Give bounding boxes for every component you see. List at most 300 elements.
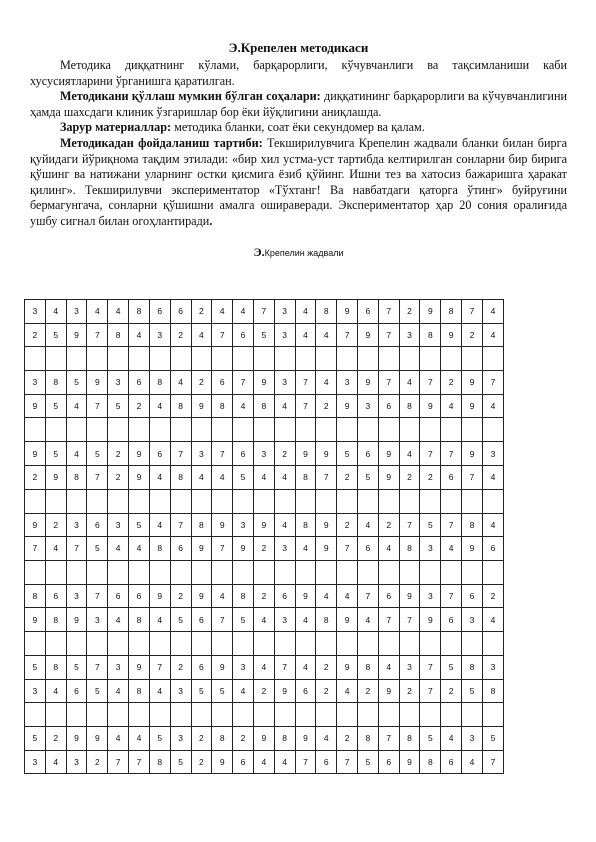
number-cell: 7	[212, 537, 233, 561]
answer-cell[interactable]	[149, 560, 170, 584]
number-cell: 6	[66, 679, 87, 703]
answer-cell[interactable]	[378, 489, 399, 513]
answer-cell[interactable]	[441, 703, 462, 727]
answer-cell[interactable]	[108, 560, 129, 584]
answer-cell[interactable]	[170, 418, 191, 442]
number-cell: 2	[399, 465, 420, 489]
number-cell: 7	[378, 300, 399, 324]
answer-cell[interactable]	[441, 489, 462, 513]
number-cell: 2	[420, 465, 441, 489]
answer-cell[interactable]	[253, 489, 274, 513]
answer-cell[interactable]	[233, 418, 254, 442]
number-cell: 8	[66, 465, 87, 489]
number-cell: 4	[441, 394, 462, 418]
answer-cell[interactable]	[274, 418, 295, 442]
answer-cell[interactable]	[295, 418, 316, 442]
number-cell: 4	[45, 300, 66, 324]
number-cell: 7	[420, 655, 441, 679]
answer-cell[interactable]	[108, 631, 129, 655]
number-cell: 7	[25, 537, 46, 561]
answer-cell[interactable]	[233, 703, 254, 727]
answer-cell[interactable]	[274, 631, 295, 655]
answer-cell[interactable]	[337, 418, 358, 442]
number-cell: 4	[316, 727, 337, 751]
number-cell: 7	[170, 513, 191, 537]
number-cell: 2	[253, 679, 274, 703]
table-row	[25, 300, 504, 324]
answer-cell[interactable]	[399, 703, 420, 727]
answer-cell[interactable]	[316, 631, 337, 655]
number-cell: 6	[316, 750, 337, 774]
answer-cell[interactable]	[482, 560, 503, 584]
answer-cell[interactable]	[170, 489, 191, 513]
number-cell: 3	[108, 655, 129, 679]
number-cell: 6	[441, 465, 462, 489]
answer-cell[interactable]	[212, 703, 233, 727]
table-caption-prefix: Э.	[253, 244, 265, 259]
number-cell: 4	[87, 300, 108, 324]
number-cell: 9	[462, 371, 483, 395]
answer-cell[interactable]	[482, 489, 503, 513]
number-cell: 9	[295, 442, 316, 466]
number-cell: 9	[378, 465, 399, 489]
answer-cell[interactable]	[212, 489, 233, 513]
answer-cell[interactable]	[25, 489, 46, 513]
number-cell: 3	[25, 371, 46, 395]
number-cell: 4	[129, 323, 150, 347]
number-cell: 8	[212, 727, 233, 751]
number-cell: 6	[378, 584, 399, 608]
answer-cell[interactable]	[212, 418, 233, 442]
answer-cell[interactable]	[129, 631, 150, 655]
number-cell: 2	[129, 394, 150, 418]
answer-cell[interactable]	[420, 560, 441, 584]
number-cell: 4	[378, 655, 399, 679]
answer-cell[interactable]	[295, 489, 316, 513]
number-cell: 5	[212, 679, 233, 703]
answer-cell[interactable]	[212, 631, 233, 655]
answer-cell[interactable]	[108, 347, 129, 371]
answer-cell[interactable]	[66, 703, 87, 727]
number-cell: 7	[337, 323, 358, 347]
number-cell: 8	[170, 394, 191, 418]
number-cell: 3	[108, 513, 129, 537]
answer-cell[interactable]	[482, 703, 503, 727]
answer-cell[interactable]	[87, 418, 108, 442]
number-cell: 3	[420, 537, 441, 561]
answer-cell[interactable]	[129, 560, 150, 584]
answer-cell[interactable]	[253, 560, 274, 584]
number-cell: 2	[191, 371, 212, 395]
table-row	[25, 513, 504, 537]
number-cell: 5	[462, 679, 483, 703]
answer-cell[interactable]	[462, 347, 483, 371]
answer-cell[interactable]	[212, 560, 233, 584]
answer-cell[interactable]	[295, 703, 316, 727]
answer-cell[interactable]	[149, 631, 170, 655]
number-cell: 8	[441, 300, 462, 324]
number-cell: 3	[149, 323, 170, 347]
answer-cell[interactable]	[337, 347, 358, 371]
answer-cell[interactable]	[191, 560, 212, 584]
answer-cell[interactable]	[87, 703, 108, 727]
answer-cell[interactable]	[378, 560, 399, 584]
answer-cell[interactable]	[66, 418, 87, 442]
number-cell: 7	[420, 371, 441, 395]
number-cell: 3	[25, 300, 46, 324]
number-cell: 7	[378, 608, 399, 632]
number-cell: 6	[462, 584, 483, 608]
answer-cell[interactable]	[462, 631, 483, 655]
number-cell: 4	[233, 394, 254, 418]
number-cell: 7	[66, 537, 87, 561]
table-row	[25, 679, 504, 703]
answer-cell[interactable]	[274, 560, 295, 584]
answer-cell[interactable]	[399, 347, 420, 371]
answer-cell[interactable]	[66, 631, 87, 655]
number-cell: 9	[420, 300, 441, 324]
answer-cell[interactable]	[378, 703, 399, 727]
number-cell: 9	[66, 323, 87, 347]
answer-cell[interactable]	[170, 703, 191, 727]
answer-cell[interactable]	[233, 560, 254, 584]
number-cell: 6	[233, 750, 254, 774]
number-cell: 5	[170, 608, 191, 632]
answer-cell[interactable]	[441, 418, 462, 442]
answer-cell[interactable]	[316, 560, 337, 584]
number-cell: 3	[420, 584, 441, 608]
answer-cell[interactable]	[274, 703, 295, 727]
answer-cell[interactable]	[253, 631, 274, 655]
number-cell: 5	[420, 513, 441, 537]
table-row	[25, 394, 504, 418]
answer-cell[interactable]	[149, 347, 170, 371]
number-cell: 9	[295, 584, 316, 608]
answer-cell[interactable]	[274, 347, 295, 371]
number-cell: 9	[337, 608, 358, 632]
number-cell: 7	[87, 465, 108, 489]
number-cell: 4	[482, 394, 503, 418]
answer-row	[25, 631, 504, 655]
answer-cell[interactable]	[108, 418, 129, 442]
number-cell: 9	[149, 584, 170, 608]
answer-cell[interactable]	[233, 631, 254, 655]
number-cell: 7	[212, 323, 233, 347]
answer-cell[interactable]	[337, 560, 358, 584]
number-cell: 8	[129, 300, 150, 324]
answer-cell[interactable]	[462, 703, 483, 727]
answer-cell[interactable]	[212, 347, 233, 371]
number-cell: 9	[45, 465, 66, 489]
answer-cell[interactable]	[420, 418, 441, 442]
answer-cell[interactable]	[191, 489, 212, 513]
number-cell: 5	[108, 394, 129, 418]
answer-cell[interactable]	[378, 418, 399, 442]
answer-cell[interactable]	[45, 418, 66, 442]
number-cell: 5	[25, 727, 46, 751]
number-cell: 9	[420, 394, 441, 418]
number-cell: 6	[191, 608, 212, 632]
number-cell: 4	[337, 584, 358, 608]
number-cell: 8	[25, 584, 46, 608]
procedure-end: .	[209, 213, 213, 228]
answer-cell[interactable]	[129, 703, 150, 727]
answer-cell[interactable]	[191, 631, 212, 655]
number-cell: 7	[233, 371, 254, 395]
answer-cell[interactable]	[316, 418, 337, 442]
number-cell: 5	[482, 727, 503, 751]
answer-cell[interactable]	[170, 631, 191, 655]
answer-cell[interactable]	[378, 631, 399, 655]
number-cell: 3	[274, 537, 295, 561]
number-cell: 2	[358, 679, 379, 703]
number-cell: 2	[233, 727, 254, 751]
answer-cell[interactable]	[66, 560, 87, 584]
materials-text: методика бланки, соат ёки секундомер ва қалам.	[171, 120, 425, 135]
number-cell: 8	[462, 513, 483, 537]
answer-cell[interactable]	[358, 347, 379, 371]
table-row	[25, 442, 504, 466]
answer-cell[interactable]	[129, 489, 150, 513]
answer-cell[interactable]	[399, 560, 420, 584]
number-cell: 5	[191, 679, 212, 703]
number-cell: 3	[108, 371, 129, 395]
number-cell: 7	[337, 750, 358, 774]
answer-cell[interactable]	[45, 703, 66, 727]
answer-cell[interactable]	[108, 703, 129, 727]
number-cell: 9	[25, 394, 46, 418]
answer-cell[interactable]	[399, 631, 420, 655]
number-cell: 2	[45, 727, 66, 751]
number-cell: 5	[233, 465, 254, 489]
number-cell: 8	[295, 465, 316, 489]
answer-cell[interactable]	[441, 347, 462, 371]
number-cell: 8	[233, 584, 254, 608]
number-cell: 3	[233, 513, 254, 537]
answer-cell[interactable]	[25, 418, 46, 442]
answer-cell[interactable]	[337, 703, 358, 727]
kraepelin-table	[24, 299, 504, 774]
answer-cell[interactable]	[462, 489, 483, 513]
number-cell: 7	[441, 584, 462, 608]
number-cell: 9	[295, 727, 316, 751]
answer-cell[interactable]	[253, 703, 274, 727]
number-cell: 7	[129, 750, 150, 774]
number-cell: 2	[337, 465, 358, 489]
number-cell: 2	[45, 513, 66, 537]
answer-cell[interactable]	[295, 560, 316, 584]
answer-cell[interactable]	[358, 631, 379, 655]
table-row	[25, 608, 504, 632]
number-cell: 9	[87, 371, 108, 395]
number-cell: 2	[337, 513, 358, 537]
number-cell: 6	[170, 300, 191, 324]
table-row	[25, 465, 504, 489]
answer-cell[interactable]	[316, 703, 337, 727]
number-cell: 5	[87, 679, 108, 703]
number-cell: 7	[420, 679, 441, 703]
number-cell: 3	[274, 371, 295, 395]
answer-cell[interactable]	[149, 489, 170, 513]
answer-cell[interactable]	[191, 418, 212, 442]
answer-cell[interactable]	[25, 347, 46, 371]
answer-cell[interactable]	[45, 560, 66, 584]
answer-cell[interactable]	[462, 560, 483, 584]
number-cell: 4	[191, 465, 212, 489]
table-row	[25, 371, 504, 395]
answer-cell[interactable]	[295, 631, 316, 655]
answer-cell[interactable]	[441, 631, 462, 655]
number-cell: 5	[45, 323, 66, 347]
number-cell: 2	[170, 584, 191, 608]
answer-cell[interactable]	[233, 489, 254, 513]
number-cell: 8	[170, 465, 191, 489]
number-cell: 9	[337, 300, 358, 324]
answer-cell[interactable]	[191, 703, 212, 727]
answer-cell[interactable]	[316, 489, 337, 513]
answer-cell[interactable]	[25, 703, 46, 727]
number-cell: 2	[191, 727, 212, 751]
answer-cell[interactable]	[358, 703, 379, 727]
number-cell: 5	[45, 394, 66, 418]
number-cell: 4	[337, 679, 358, 703]
number-cell: 6	[108, 584, 129, 608]
answer-cell[interactable]	[337, 631, 358, 655]
answer-cell[interactable]	[66, 347, 87, 371]
number-cell: 4	[66, 442, 87, 466]
number-cell: 4	[482, 323, 503, 347]
number-cell: 6	[191, 655, 212, 679]
answer-cell[interactable]	[66, 489, 87, 513]
answer-cell[interactable]	[399, 418, 420, 442]
number-cell: 9	[129, 442, 150, 466]
answer-cell[interactable]	[25, 560, 46, 584]
number-cell: 9	[399, 750, 420, 774]
number-cell: 2	[337, 727, 358, 751]
answer-cell[interactable]	[129, 347, 150, 371]
number-cell: 3	[233, 655, 254, 679]
answer-cell[interactable]	[170, 560, 191, 584]
number-cell: 8	[45, 371, 66, 395]
answer-cell[interactable]	[420, 347, 441, 371]
number-cell: 9	[66, 727, 87, 751]
number-cell: 5	[233, 608, 254, 632]
answer-cell[interactable]	[87, 560, 108, 584]
number-cell: 3	[399, 323, 420, 347]
table-row	[25, 750, 504, 774]
answer-cell[interactable]	[170, 347, 191, 371]
number-cell: 4	[129, 537, 150, 561]
number-cell: 9	[66, 608, 87, 632]
answer-cell[interactable]	[358, 489, 379, 513]
number-cell: 4	[295, 323, 316, 347]
answer-cell[interactable]	[337, 489, 358, 513]
answer-cell[interactable]	[399, 489, 420, 513]
number-cell: 9	[212, 655, 233, 679]
number-cell: 6	[129, 584, 150, 608]
number-cell: 2	[482, 584, 503, 608]
answer-cell[interactable]	[482, 631, 503, 655]
number-cell: 4	[295, 655, 316, 679]
answer-cell[interactable]	[233, 347, 254, 371]
number-cell: 2	[274, 442, 295, 466]
number-cell: 8	[274, 727, 295, 751]
answer-cell[interactable]	[191, 347, 212, 371]
number-cell: 4	[45, 750, 66, 774]
number-cell: 8	[295, 513, 316, 537]
number-cell: 2	[25, 465, 46, 489]
answer-cell[interactable]	[108, 489, 129, 513]
answer-cell[interactable]	[462, 418, 483, 442]
number-cell: 2	[87, 750, 108, 774]
answer-row	[25, 418, 504, 442]
number-cell: 8	[129, 679, 150, 703]
number-cell: 9	[253, 727, 274, 751]
answer-cell[interactable]	[25, 631, 46, 655]
number-cell: 3	[274, 300, 295, 324]
number-cell: 7	[399, 608, 420, 632]
answer-cell[interactable]	[45, 631, 66, 655]
answer-cell[interactable]	[295, 347, 316, 371]
number-cell: 4	[316, 371, 337, 395]
answer-cell[interactable]	[129, 418, 150, 442]
number-cell: 6	[358, 300, 379, 324]
number-cell: 5	[87, 537, 108, 561]
number-cell: 9	[212, 513, 233, 537]
number-cell: 9	[316, 513, 337, 537]
number-cell: 8	[399, 727, 420, 751]
number-cell: 8	[399, 394, 420, 418]
answer-cell[interactable]	[441, 560, 462, 584]
number-cell: 4	[274, 750, 295, 774]
number-cell: 6	[233, 442, 254, 466]
answer-cell[interactable]	[45, 347, 66, 371]
table-row	[25, 727, 504, 751]
answer-cell[interactable]	[87, 489, 108, 513]
number-cell: 8	[149, 750, 170, 774]
number-cell: 9	[25, 513, 46, 537]
answer-cell[interactable]	[420, 703, 441, 727]
number-cell: 9	[399, 584, 420, 608]
answer-cell[interactable]	[420, 489, 441, 513]
answer-cell[interactable]	[87, 347, 108, 371]
answer-cell[interactable]	[358, 560, 379, 584]
number-cell: 7	[87, 655, 108, 679]
number-cell: 4	[233, 679, 254, 703]
number-cell: 7	[316, 465, 337, 489]
number-cell: 5	[129, 513, 150, 537]
answer-cell[interactable]	[253, 347, 274, 371]
number-cell: 7	[295, 750, 316, 774]
answer-cell[interactable]	[316, 347, 337, 371]
number-cell: 9	[25, 608, 46, 632]
answer-cell[interactable]	[378, 347, 399, 371]
answer-cell[interactable]	[87, 631, 108, 655]
answer-cell[interactable]	[358, 418, 379, 442]
number-cell: 4	[149, 608, 170, 632]
answer-cell[interactable]	[253, 418, 274, 442]
answer-cell[interactable]	[45, 489, 66, 513]
number-cell: 3	[66, 584, 87, 608]
answer-cell[interactable]	[482, 418, 503, 442]
answer-cell[interactable]	[482, 347, 503, 371]
number-cell: 5	[66, 371, 87, 395]
answer-cell[interactable]	[420, 631, 441, 655]
answer-cell[interactable]	[274, 489, 295, 513]
number-cell: 4	[191, 323, 212, 347]
answer-cell[interactable]	[149, 703, 170, 727]
answer-cell[interactable]	[149, 418, 170, 442]
